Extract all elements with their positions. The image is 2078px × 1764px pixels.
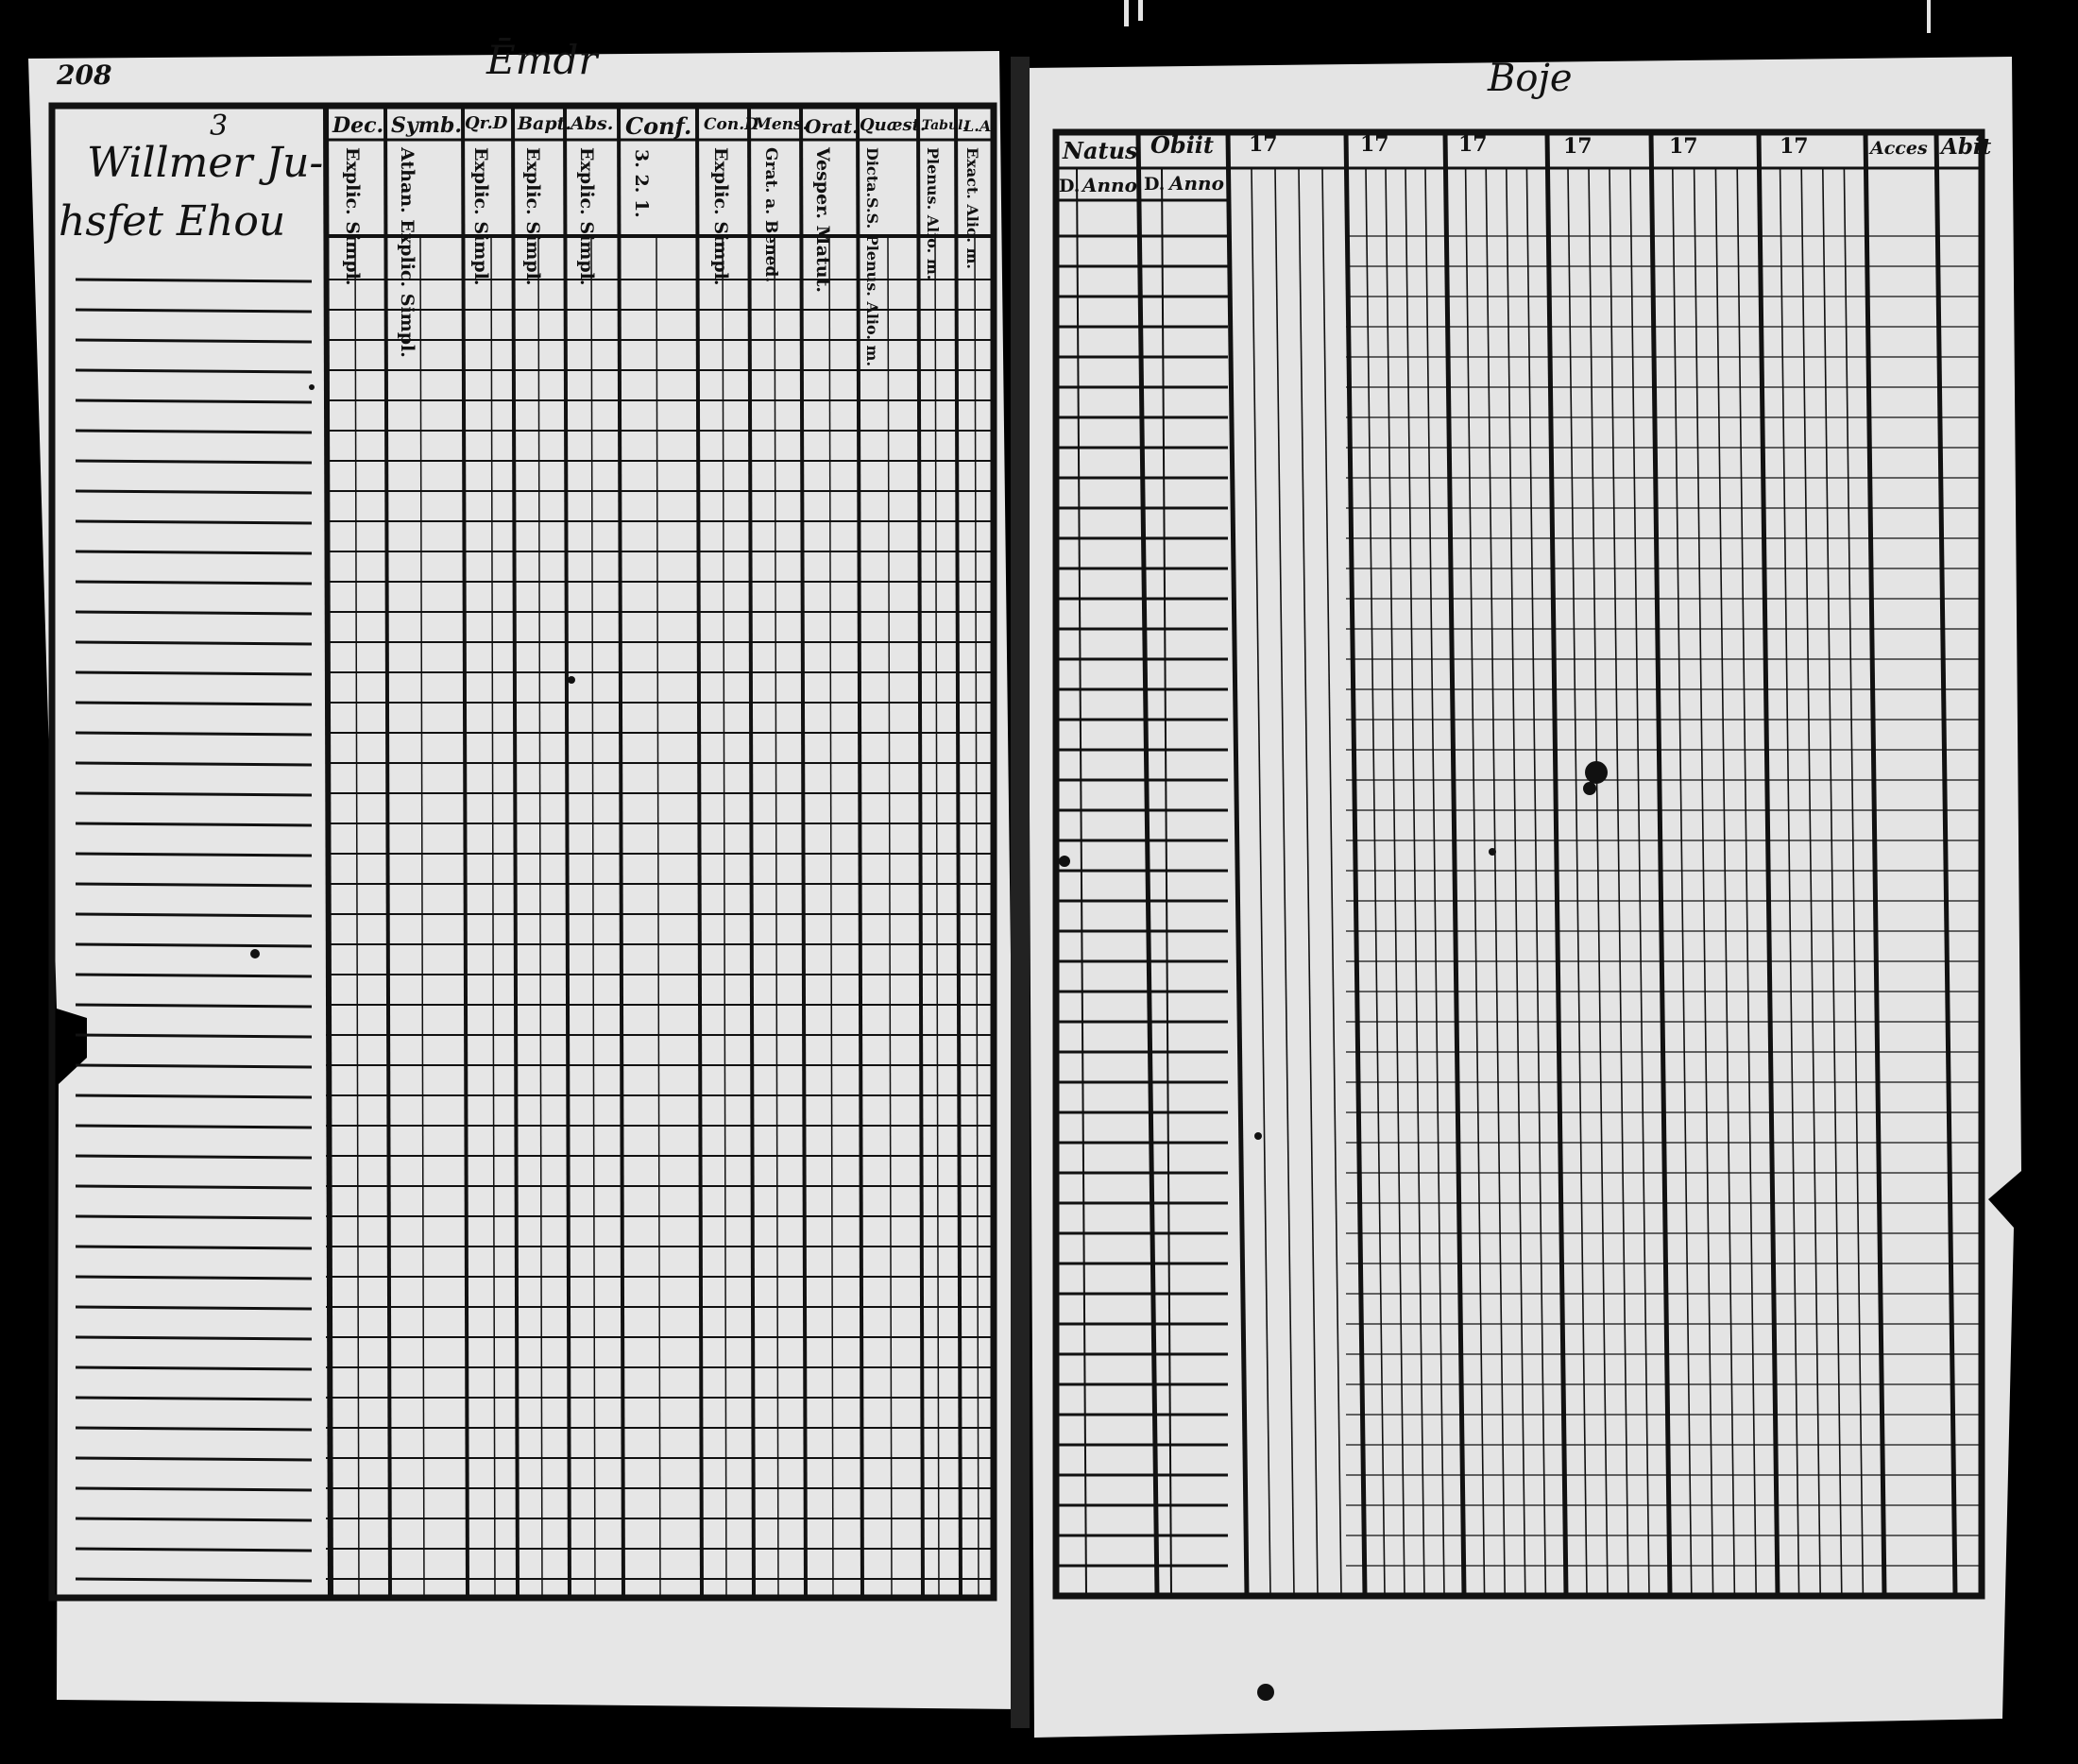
sub-header-mens [761,147,778,282]
col-header-abs: Abs. [571,113,614,134]
sub-header-la [963,147,979,269]
col-header-obiit: Obiit [1150,131,1215,159]
sub-label: Simpl. [575,221,597,286]
sub-label: Bened. [760,220,780,283]
sub-header-symb [397,147,416,358]
row-rule [76,672,312,674]
col-header-conf: Conf. [625,112,692,140]
row-rule [76,884,312,886]
ink-blot [250,949,260,958]
handwritten-entry-line-1: Willmer Ju- [87,139,324,187]
year-header-3: 17 [1458,132,1488,157]
row-rule [76,521,312,523]
ink-blot [1585,761,1608,784]
year-header-6: 17 [1780,134,1809,159]
right-handwritten-heading: Boje [1488,57,1573,100]
ink-blot [1489,848,1496,856]
left-handwritten-heading: Ēmdr [486,37,598,83]
row-rule [76,1367,312,1369]
row-rule [76,400,312,402]
sub-label: Alio. m. [862,301,881,367]
year-header-5: 17 [1669,134,1698,159]
col-header-quaest: Quæst. [860,115,927,135]
sub-label: Explic. [575,147,597,215]
row-rule [76,1579,312,1581]
col-header-cond: Con.D [704,115,758,134]
row-rule [76,854,312,856]
sub-label: Simpl. [396,293,417,358]
row-rule [76,582,312,584]
row-rule [76,461,312,463]
handwritten-entry-line-2: hsfet Ehou [59,197,286,246]
row-rule [76,1488,312,1490]
row-rule [76,340,312,342]
col-header-orat: Orat. [805,115,860,138]
row-rule [76,793,312,795]
ink-blot [1583,782,1596,795]
sub-label: Grat. a. [760,147,780,215]
ink-blot [1059,856,1070,867]
row-rule [76,1035,312,1037]
sub-header-tabul [924,147,940,280]
sub-label: Explic. [341,147,363,215]
sub-label: Matut. [811,225,833,293]
sub-label: Explic. [396,219,417,288]
sub-label: Dicta.S.S. [862,147,881,229]
sub-header-natus-day: D. [1059,176,1081,196]
sub-label: Simpl. [341,221,363,286]
row-rule [76,703,312,704]
col-header-dec: Dec. [332,113,384,138]
row-rule [76,1095,312,1097]
sub-label: Explic. [709,147,731,215]
row-rule [76,944,312,946]
row-rule [76,1216,312,1218]
sub-header-orat [812,147,831,293]
ink-blot [1254,1132,1262,1140]
row-rule [76,370,312,372]
row-rule [76,1065,312,1067]
sub-header-cond [710,147,729,286]
row-rule [76,1186,312,1188]
sub-header-obiit-day: D. [1144,174,1166,195]
sub-label: Alio. m. [962,204,981,269]
sub-label: Plenus. [923,147,942,211]
year-header-2: 17 [1360,132,1389,157]
row-rule [76,1005,312,1007]
sub-label: 1. [630,198,652,218]
sub-label: Explic. [469,147,491,215]
year-header-1: 17 [1249,132,1278,157]
row-rule [76,310,312,312]
row-rule [76,1518,312,1520]
row-rule [76,975,312,976]
sub-label: Exact. [962,147,981,199]
sub-header-abs [576,147,595,286]
col-header-natus: Natus [1063,137,1138,164]
row-rule [76,763,312,765]
col-header-mens: Mens. [754,115,809,134]
col-header-abit: Abit [1941,134,1992,160]
row-rule [76,551,312,553]
row-rule [76,1247,312,1248]
col-header-qrd: Qr.D [465,113,508,133]
sub-header-qrd [470,147,489,286]
row-rule [76,914,312,916]
row-rule [76,1549,312,1551]
row-rule [76,612,312,614]
ink-blot [309,384,315,390]
entry-mark: 3 [210,110,229,143]
sub-label: 2. [630,174,652,194]
sub-header-dec [342,147,361,286]
sub-label: Simpl. [521,221,543,286]
row-rule [76,491,312,493]
row-rule [76,823,312,825]
sub-label: Simpl. [709,221,731,286]
sub-label: Alio. m. [923,214,942,280]
sub-header-conf [631,149,650,218]
sub-header-natus-anno: Anno [1082,174,1137,196]
ink-blot [1257,1684,1274,1701]
col-header-tabul: Tabul. [922,118,968,133]
row-rule [76,642,312,644]
gutter-shadow [1011,57,1030,1728]
row-rule [76,733,312,735]
col-header-la: L.A. [963,117,996,135]
page-number: 208 [57,59,112,91]
row-rule [76,431,312,433]
row-rule [76,1428,312,1430]
col-header-acces: Acces [1870,138,1928,159]
year-header-4: 17 [1563,134,1593,159]
sub-header-bapt [522,147,541,286]
col-header-symb: Symb. [391,113,462,138]
spine-mark [1927,0,1931,33]
row-rule [76,280,312,281]
sub-label: Athan. [396,147,417,213]
sub-header-quaest [863,147,879,366]
sub-label: Plenus. [862,233,881,297]
row-rule [76,1307,312,1309]
row-rule [76,1277,312,1279]
spine-mark [1138,0,1143,21]
row-rule [76,1156,312,1158]
row-rule [76,1458,312,1460]
sub-label: 3. [630,149,652,168]
row-rule [76,1337,312,1339]
ink-blot [568,676,575,684]
sub-label: Simpl. [469,221,491,286]
row-rule [76,1398,312,1399]
row-rule [76,1126,312,1128]
spine-mark [1124,0,1129,26]
sub-label: Explic. [521,147,543,215]
sub-header-obiit-anno: Anno [1169,172,1224,195]
sub-label: Vesper. [811,147,833,220]
col-header-bapt: Bapt. [518,113,572,134]
